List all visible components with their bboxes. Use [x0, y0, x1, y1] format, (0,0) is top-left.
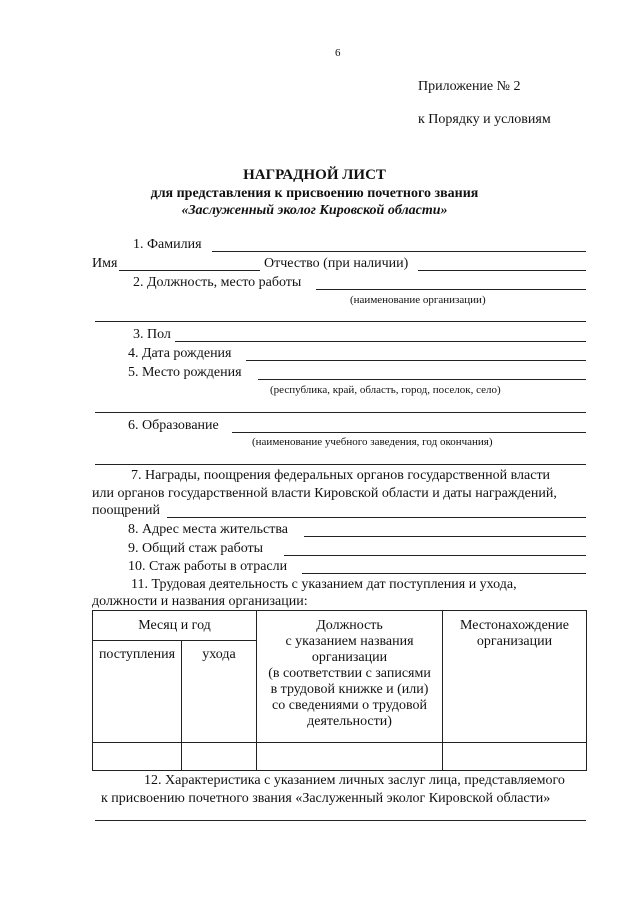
position-line-2[interactable] [95, 321, 586, 322]
table-cell-exit[interactable] [182, 743, 257, 771]
header-location [443, 611, 587, 743]
header-exit: ухода [182, 641, 257, 743]
field-characteristics-line-2: к присвоению почетного звания «Заслуженный эколог Кировской области» [101, 791, 551, 806]
birthplace-hint: (республика, край, область, город, поселок, село) [270, 384, 501, 396]
header-position-line: в трудовой книжке и (или) [270, 682, 429, 697]
field-sex-label: 3. Пол [133, 327, 171, 342]
sex-line[interactable] [175, 341, 586, 342]
education-line[interactable] [232, 432, 586, 433]
characteristics-line[interactable] [95, 820, 586, 821]
header-position-line: организации [311, 650, 388, 665]
table-cell-entry[interactable] [93, 743, 182, 771]
surname-line[interactable] [212, 251, 586, 252]
birthdate-line[interactable] [246, 360, 586, 361]
field-surname-label: 1. Фамилия [133, 237, 202, 252]
birthplace-line-2[interactable] [95, 412, 586, 413]
document-subtitle-1: для представления к присвоению почетного звания [150, 186, 479, 201]
experience-line[interactable] [284, 555, 586, 556]
header-position-line: деятельности) [307, 714, 392, 729]
field-experience-label: 9. Общий стаж работы [128, 541, 264, 556]
table-cell-location[interactable] [443, 743, 587, 771]
industry-experience-line[interactable] [302, 573, 586, 574]
header-location-line: организации [476, 634, 553, 649]
appendix-line-1: Приложение № 2 [418, 79, 521, 94]
header-position-line: со сведениями о трудовой [272, 698, 427, 713]
header-position [257, 611, 443, 743]
field-birthdate-label: 4. Дата рождения [128, 346, 232, 361]
header-location-line: Местонахождение [460, 618, 570, 633]
work-history-table [92, 610, 587, 771]
document-title: НАГРАДНОЙ ЛИСТ [243, 167, 386, 183]
field-birthplace-label: 5. Место рождения [128, 365, 242, 380]
field-characteristics-line-1: 12. Характеристика с указанием личных заслуг лица, представляемого [144, 773, 565, 788]
address-line[interactable] [304, 536, 586, 537]
name-line[interactable] [119, 270, 260, 271]
field-address-label: 8. Адрес места жительства [128, 522, 288, 537]
field-awards-line-3: поощрений [92, 503, 160, 518]
field-awards-line-2: или органов государственной власти Кировской области и даты награждений, [92, 486, 557, 501]
field-name-label: Имя [92, 256, 118, 271]
header-position-line: (в соответствии с записями [268, 666, 431, 681]
education-hint: (наименование учебного заведения, год окончания) [252, 436, 493, 448]
document-subtitle-2: «Заслуженный эколог Кировской области» [181, 203, 448, 218]
field-awards-line-1: 7. Награды, поощрения федеральных органов государственной власти [131, 468, 551, 483]
header-month-year: Месяц и год [93, 611, 257, 641]
appendix-line-2: к Порядку и условиям [418, 112, 551, 127]
table-cell-position[interactable] [257, 743, 443, 771]
field-work-history-line-2: должности и названия организации: [92, 594, 308, 609]
field-position-label: 2. Должность, место работы [133, 275, 302, 290]
header-position-line: с указанием названия [285, 634, 414, 649]
table-row [93, 743, 587, 771]
field-education-label: 6. Образование [128, 418, 219, 433]
birthplace-line[interactable] [258, 379, 586, 380]
education-line-2[interactable] [95, 464, 586, 465]
awards-line[interactable] [167, 517, 586, 518]
patronymic-line[interactable] [418, 270, 586, 271]
position-line[interactable] [316, 289, 586, 290]
header-position-line: Должность [316, 618, 383, 633]
field-patronymic-label: Отчество (при наличии) [264, 256, 409, 271]
page-number: 6 [335, 47, 341, 59]
field-work-history-line-1: 11. Трудовая деятельность с указанием дат поступления и ухода, [131, 577, 517, 592]
field-industry-experience-label: 10. Стаж работы в отрасли [128, 559, 288, 574]
header-entry: поступления [93, 641, 182, 743]
position-hint: (наименование организации) [350, 294, 486, 306]
